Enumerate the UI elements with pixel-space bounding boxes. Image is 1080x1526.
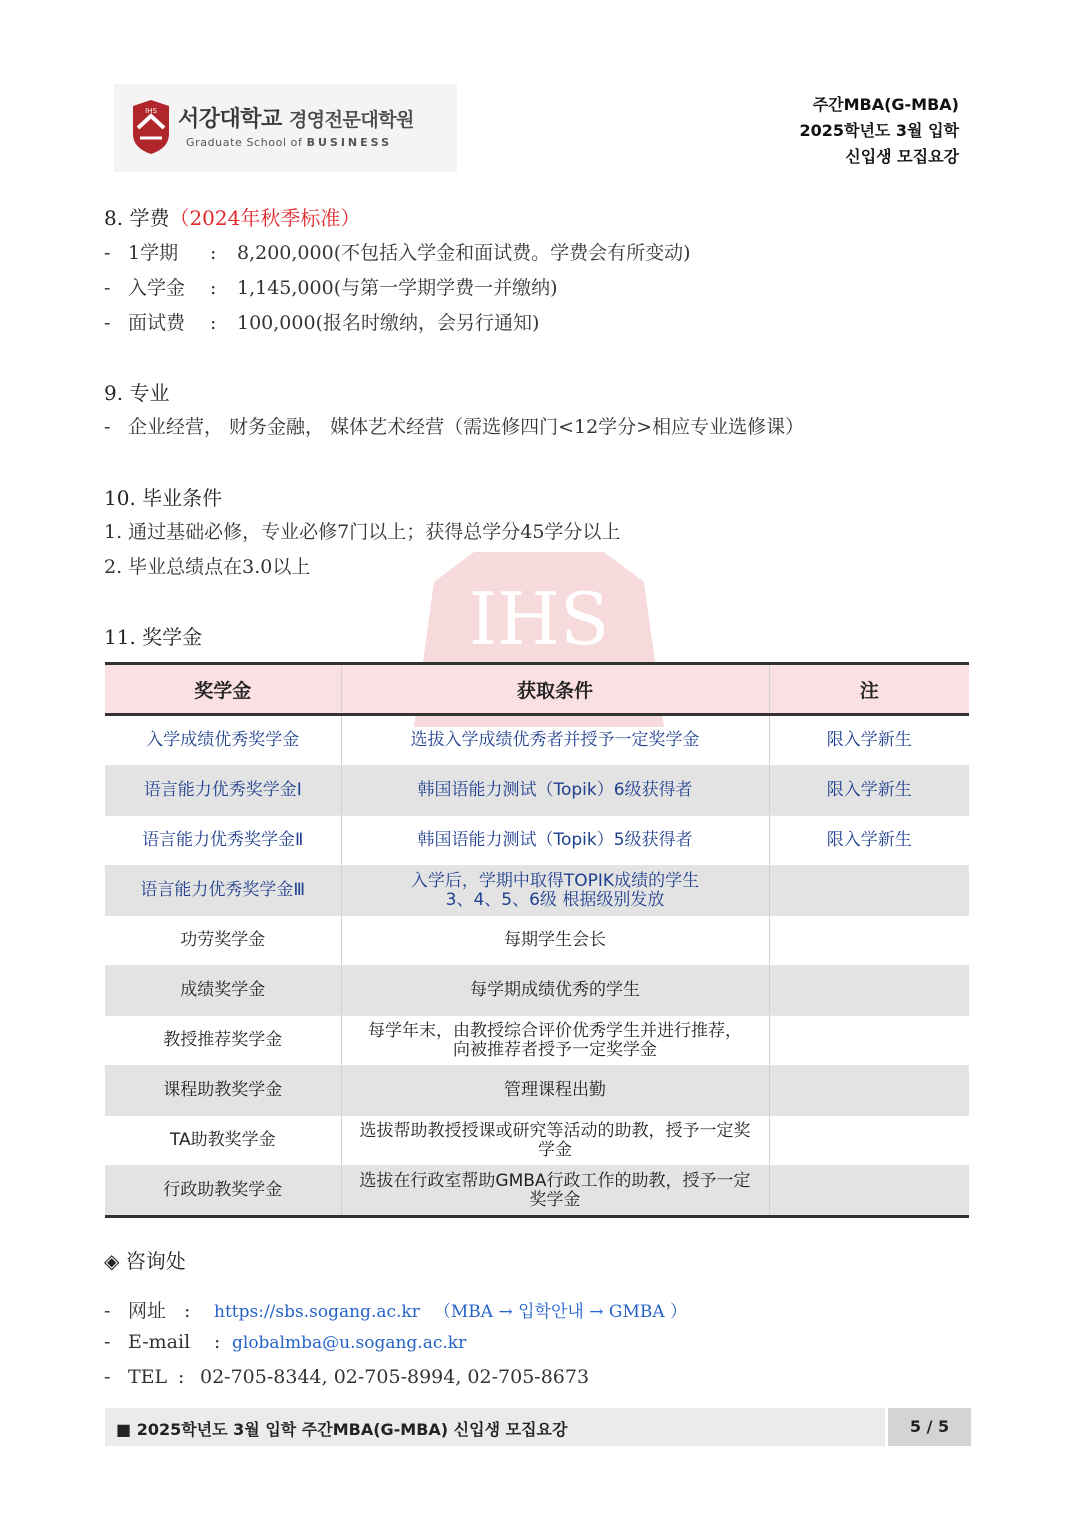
column-header-scholarship: 奖学金 xyxy=(105,664,341,715)
scholarship-name: TA助教奖学金 xyxy=(105,1116,341,1166)
footer-title: ■ 2025학년도 3월 입학 주간MBA(G-MBA) 신입생 모집요강 xyxy=(116,1420,568,1439)
table-row xyxy=(105,1016,969,1066)
logo-kr-main: 서강대학교 xyxy=(178,107,282,132)
majors-heading: 9. 专业 xyxy=(104,381,170,405)
email-link[interactable]: globalmba@u.sogang.ac.kr xyxy=(232,1333,467,1353)
scholarship-name: 课程助教奖学金 xyxy=(105,1066,341,1116)
scholarship-name: 语言能力优秀奖学金Ⅱ xyxy=(105,816,341,866)
email-label: E-mail xyxy=(128,1331,191,1353)
table-row xyxy=(105,816,969,866)
scholarship-note xyxy=(769,966,969,1016)
tuition-item: - 面试费 : 100,000(报名时缴纳，会另行通知) xyxy=(104,308,539,335)
table-row xyxy=(105,715,969,766)
majors-line: - 企业经营， 财务金融， 媒体艺术经营（需选修四门<12学分>相应专业选修课） xyxy=(104,416,805,438)
logo-korean xyxy=(178,102,414,133)
tuition-item: - 1学期 : 8,200,000(不包括入学金和面试费。学费会有所变动) xyxy=(104,238,691,265)
scholarship-name: 教授推荐奖学金 xyxy=(105,1016,341,1066)
graduation-item: 2. 毕业总绩点在3.0以上 xyxy=(104,556,311,578)
website-path: （MBA → 입학안내 → GMBA ） xyxy=(433,1302,688,1322)
logo-en-business: BUSINESS xyxy=(306,136,392,149)
tuition-item: - 入学金 : 1,145,000(与第一学期学费一并缴纳) xyxy=(104,273,558,300)
graduation-item: 1. 通过基础必修，专业必修7门以上；获得总学分45学分以上 xyxy=(104,521,621,543)
tuition-value: 1,145,000(与第一学期学费一并缴纳) xyxy=(237,277,558,299)
scholarship-name: 入学成绩优秀奖学金 xyxy=(105,715,341,766)
table-row xyxy=(105,766,969,816)
scholarship-condition: 选拔帮助教授授课或研究等活动的助教，授予一定奖 学金 xyxy=(341,1116,769,1166)
table-row xyxy=(105,1066,969,1116)
scholarship-note xyxy=(769,1116,969,1166)
web-label: 网址 xyxy=(128,1300,167,1322)
scholarship-name: 功劳奖学金 xyxy=(105,916,341,966)
scholarship-condition: 每学期成绩优秀的学生 xyxy=(341,966,769,1016)
university-crest-icon xyxy=(130,98,172,156)
logo-kr-sub: 경영전문대학원 xyxy=(288,109,414,131)
contact-heading: ◈ 咨询处 xyxy=(104,1249,186,1273)
contact-email: - E-mail : globalmba@u.sogang.ac.kr xyxy=(104,1331,467,1353)
contact-tel: - TEL : 02-705-8344, 02-705-8994, 02-705-8673 xyxy=(104,1366,590,1388)
scholarship-note xyxy=(769,1066,969,1116)
scholarship-table xyxy=(105,662,969,1218)
tuition-label: 入学金 xyxy=(128,277,186,299)
scholarship-condition: 选拔入学成绩优秀者并授予一定奖学金 xyxy=(341,715,769,766)
majors-text: 企业经营， 财务金融， 媒体艺术经营（需选修四门<12学分>相应专业选修课） xyxy=(128,416,805,438)
table-header-row xyxy=(105,664,969,715)
scholarship-condition: 韩国语能力测试（Topik）5级获得者 xyxy=(341,816,769,866)
table-row xyxy=(105,966,969,1016)
website-link[interactable]: https://sbs.sogang.ac.kr xyxy=(214,1302,420,1322)
scholarship-note xyxy=(769,1016,969,1066)
scholarship-note xyxy=(769,866,969,916)
scholarship-heading: 11. 奖学金 xyxy=(104,625,203,649)
tel-label: TEL xyxy=(128,1366,168,1388)
scholarship-name: 成绩奖学金 xyxy=(105,966,341,1016)
scholarship-name: 行政助教奖学金 xyxy=(105,1166,341,1217)
logo-english xyxy=(186,136,392,149)
tuition-value: 100,000(报名时缴纳，会另行通知) xyxy=(237,312,540,334)
scholarship-note xyxy=(769,1166,969,1217)
scholarship-note: 限入学新生 xyxy=(769,816,969,866)
table-row xyxy=(105,866,969,916)
tuition-label: 1学期 xyxy=(128,242,179,264)
table-row xyxy=(105,916,969,966)
graduation-heading: 10. 毕业条件 xyxy=(104,486,223,510)
tuition-label: 面试费 xyxy=(128,312,186,334)
column-header-condition: 获取条件 xyxy=(341,664,769,715)
scholarship-condition: 选拔在行政室帮助GMBA行政工作的助教，授予一定 奖学金 xyxy=(341,1166,769,1217)
contact-web: - 网址 : https://sbs.sogang.ac.kr （MBA → 입학안내 → GMBA ） xyxy=(104,1296,687,1323)
tel-numbers: 02-705-8344, 02-705-8994, 02-705-8673 xyxy=(200,1366,590,1388)
scholarship-note: 限入学新生 xyxy=(769,715,969,766)
scholarship-condition: 每期学生会长 xyxy=(341,916,769,966)
watermark-text: IHS xyxy=(468,577,610,661)
header-title-block xyxy=(799,92,959,170)
scholarship-note xyxy=(769,916,969,966)
crest-text: IHS xyxy=(145,107,157,115)
header-term: 2025학년도 3월 입학 xyxy=(799,121,959,140)
table-row xyxy=(105,1166,969,1217)
column-header-note: 注 xyxy=(769,664,969,715)
scholarship-condition: 每学年末，由教授综合评价优秀学生并进行推荐， 向被推荐者授予一定奖学金 xyxy=(341,1016,769,1066)
header-program: 주간MBA(G-MBA) xyxy=(812,95,959,114)
scholarship-condition: 韩国语能力测试（Topik）6级获得者 xyxy=(341,766,769,816)
tuition-heading-note: （2024年秋季标准） xyxy=(169,206,361,230)
scholarship-name: 语言能力优秀奖学金Ⅲ xyxy=(105,866,341,916)
tuition-value: 8,200,000(不包括入学金和面试费。学费会有所变动) xyxy=(237,242,691,264)
page-number: 5 / 5 xyxy=(888,1408,971,1446)
tuition-heading xyxy=(104,202,360,231)
table-row xyxy=(105,1116,969,1166)
scholarship-condition: 入学后，学期中取得TOPIK成绩的学生 3、4、5、6级 根据级别发放 xyxy=(341,866,769,916)
scholarship-name: 语言能力优秀奖学金Ⅰ xyxy=(105,766,341,816)
scholarship-note: 限入学新生 xyxy=(769,766,969,816)
header-doc-title: 신입생 모집요강 xyxy=(845,147,959,166)
tuition-heading-text: 8. 学费 xyxy=(104,206,170,230)
logo-en-prefix: Graduate School of xyxy=(186,136,303,149)
scholarship-condition: 管理课程出勤 xyxy=(341,1066,769,1116)
